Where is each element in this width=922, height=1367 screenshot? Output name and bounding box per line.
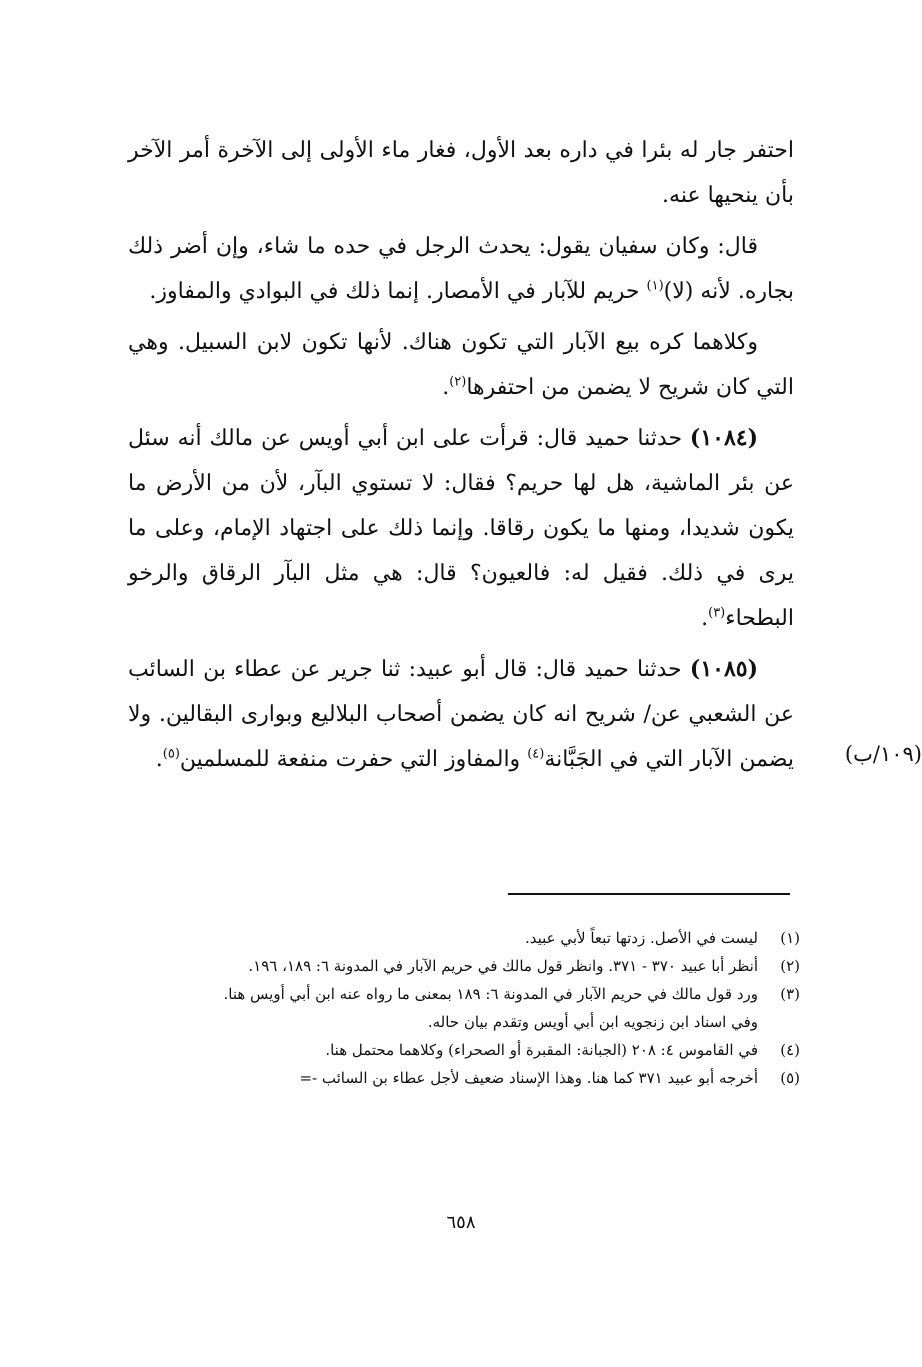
- footnote-text: ورد قول مالك في حريم الآبار في المدونة ٦: ١٨٩ بمعنى ما رواه عنه ابن أبي أويس هنا.: [223, 985, 758, 1003]
- paragraph-1-text: احتفر جار له بئرا في داره بعد الأول، فغار ماء الأولى إلى الآخرة أمر الآخر بأن ينحيها عنه.: [128, 138, 794, 208]
- hadith-number-1084: (١٠٨٤): [689, 425, 758, 451]
- paragraph-4: (١٠٨٤) حدثنا حميد قال: قرأت على ابن أبي أويس عن مالك أنه سئل عن بئر الماشية، هل لها حريم؟ فقال: لا تستوي البآر، لأن من الأرض ما يكون شديدا، ومنها ما يكون رقاقا. وإنما ذلك على اجتهاد الإمام، وعلى ما يرى في ذلك. فقيل له: فالعيون؟ قال: هي مثل البآر الرقاق والرخو البطحاء$^{(٣)}$.: [128, 425, 794, 631]
- footnote-text: وفي اسناد ابن زنجويه ابن أبي أويس وتقدم بيان حاله.: [427, 1013, 758, 1031]
- paragraph-2-rest: حريم للآبار في الأمصار. إنما ذلك في البوادي والمفاوز.: [149, 279, 647, 304]
- paragraph-3: وكلاهما كره بيع الآبار التي تكون هناك. لأنها تكون لابن السبيل. وهي التي كان شريح لا يضمن من احتفرها$^{(٢)}$.: [128, 330, 794, 400]
- paragraph-5-mid: والمفاوز التي حفرت منفعة للمسلمين: [179, 747, 528, 772]
- footnote-text: أخرجه أبو عبيد ٣٧١ كما هنا. وهذا الإسناد ضعيف لأجل عطاء بن السائب -=: [299, 1069, 758, 1087]
- page-number: ٦٥٨: [446, 1212, 476, 1233]
- paragraph-2: [128, 224, 794, 314]
- footnote-number: (٤): [780, 1041, 800, 1059]
- paragraph-5-text: حدثنا حميد قال: قال أبو عبيد: ثنا جرير عن عطاء بن السائب عن الشعبي عن/ شريح انه كان يضمن أصحاب البلاليع وبوارى البقالين. ولا يضمن الآبار التي في الجَبَّانة: [128, 657, 794, 772]
- footnote-number: (٣): [780, 985, 800, 1003]
- footnote-ref-2[interactable]: (٢): [449, 374, 467, 390]
- footnote-5: [110, 1064, 800, 1092]
- footnote-2: [110, 952, 800, 980]
- footnote-3: [110, 980, 800, 1008]
- manuscript-folio-note: (١٠٩/ب): [844, 742, 922, 766]
- footnote-3-continuation: [110, 1008, 800, 1036]
- footnote-number: (٥): [780, 1069, 800, 1087]
- footnote-text: في القاموس ٤: ٢٠٨ (الجبانة: المقبرة أو الصحراء) وكلاهما محتمل هنا.: [325, 1041, 758, 1059]
- footnote-ref-3[interactable]: (٣): [708, 605, 726, 621]
- footnote-number: [758, 1008, 800, 1036]
- footnote-text: ليست في الأصل. زدتها تبعاً لأبي عبيد.: [524, 929, 758, 947]
- paragraph-3-text: وكلاهما كره بيع الآبار التي تكون هناك. لأنها تكون لابن السبيل. وهي التي كان شريح لا يضمن من احتفرها: [128, 330, 794, 400]
- footnote-number: (٢): [780, 957, 800, 975]
- footnote-ref-4[interactable]: (٤): [527, 746, 545, 762]
- hadith-number-1085: (١٠٨٥): [689, 656, 758, 682]
- footnote-1: [110, 924, 800, 952]
- footnote-4: [110, 1036, 800, 1064]
- footnote-text: أنظر أبا عبيد ٣٧٠ - ٣٧١. وانظر قول مالك في حريم الآبار في المدونة ٦: ١٨٩، ١٩٦.: [248, 957, 758, 975]
- footnote-ref-5[interactable]: (٥): [162, 746, 180, 762]
- paragraph-4-text: حدثنا حميد قال: قرأت على ابن أبي أويس عن مالك أنه سئل عن بئر الماشية، هل لها حريم؟ فقال: لا تستوي البآر، لأن من الأرض ما يكون شديدا، ومنها ما يكون رقاقا. وإنما ذلك على اجتهاد الإمام، وعلى ما يرى في ذلك. فقيل له: فالعيون؟ قال: هي مثل البآر الرقاق والرخو البطحاء: [128, 426, 794, 631]
- paragraph-2-text: قال: وكان سفيان يقول: يحدث الرجل في حده ما شاء، وإن أضر ذلك بجاره. لأنه (لا): [128, 234, 794, 304]
- paragraph-5: (١٠٨٥) حدثنا حميد قال: قال أبو عبيد: ثنا جرير عن عطاء بن السائب عن الشعبي عن/ شريح انه كان يضمن أصحاب البلاليع وبوارى البقالين. ولا يضمن الآبار التي في الجَبَّانة$^{(٤)}$ والمفاوز التي حفرت منفعة للمسلمين$^{(٥)}$.: [128, 656, 794, 772]
- footnote-number: (١): [780, 929, 800, 947]
- footnote-divider: [508, 893, 790, 895]
- main-text: [128, 128, 794, 788]
- footnotes: [110, 924, 800, 1092]
- paragraph-1: [128, 128, 794, 218]
- footnote-ref-1[interactable]: (١): [646, 278, 664, 294]
